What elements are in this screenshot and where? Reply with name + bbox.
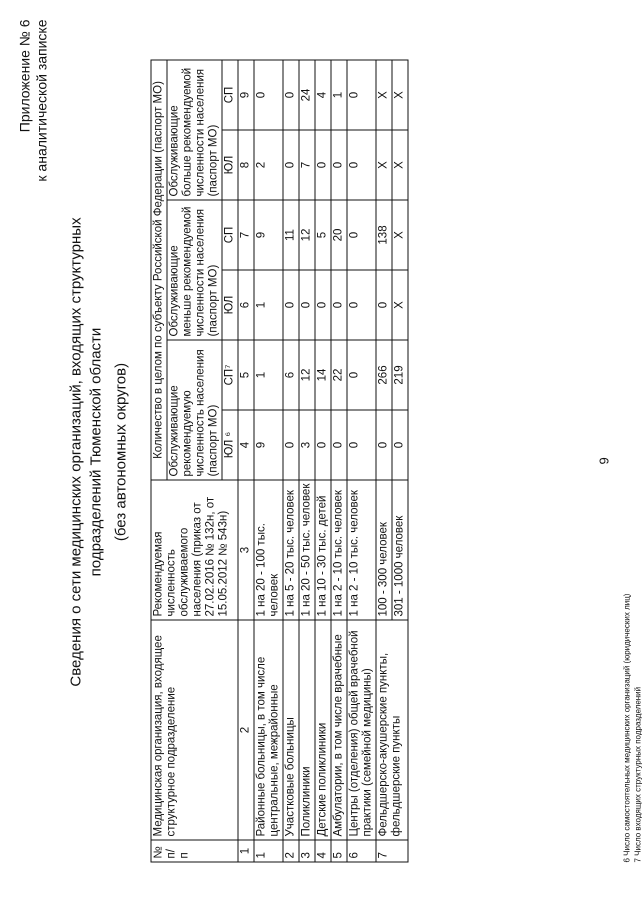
row-number: 4 (315, 840, 331, 862)
recommended-value: 1 на 5 - 20 тыс. человек (283, 480, 299, 620)
organization-name: Центры (отделения) общей врачебной практики (семейной медицины) (347, 620, 376, 840)
cell-value: 0 (283, 130, 299, 200)
header-sp-1: СП⁷ (222, 340, 238, 410)
title-line-1: Сведения о сети медицинских организаций, входящих структурных (67, 217, 85, 687)
appendix-reference: к аналитической записке (33, 19, 50, 182)
cell-value: 0 (283, 60, 299, 130)
header-row-1 (151, 60, 167, 862)
cell-value: 0 (331, 130, 347, 200)
header-yul-3: ЮЛ (222, 130, 238, 200)
cell-value: 11 (283, 200, 299, 270)
header-organization: Медицинская организация, входящее структурное подразделение (151, 620, 238, 840)
cell-value: 0 (315, 270, 331, 340)
cell-value: 5 (315, 200, 331, 270)
cell-value: 6 (283, 340, 299, 410)
title-line-2: подразделений Тюменской области (87, 327, 105, 577)
cell-value: 0 (392, 410, 408, 480)
header-sp-3: СП (222, 60, 238, 130)
recommended-value: 1 на 2 - 10 тыс. человек (347, 480, 376, 620)
cell-value: 0 (347, 200, 376, 270)
colnum: 3 (238, 480, 254, 620)
colnum: 4 (238, 410, 254, 480)
footnote-7: 7 Число входящих структурных подразделений (633, 686, 643, 863)
table-row (331, 60, 347, 862)
header-yul-1: ЮЛ ⁶ (222, 410, 238, 480)
cell-value: 22 (331, 340, 347, 410)
cell-value: X (392, 60, 408, 130)
cell-value: 12 (299, 200, 315, 270)
cell-value: 9 (254, 410, 283, 480)
header-yul-2: ЮЛ (222, 270, 238, 340)
recommended-value: 1 на 10 - 30 тыс. детей (315, 480, 331, 620)
header-num: № п/п (151, 840, 238, 862)
colnum: 7 (238, 200, 254, 270)
header-group-less: Обслуживающие меньше рекомендуемой численности населения (паспорт МО) (167, 200, 222, 340)
cell-value: 219 (392, 340, 408, 410)
cell-value: 0 (347, 60, 376, 130)
cell-value: X (376, 130, 392, 200)
row-number: 5 (331, 840, 347, 862)
cell-value: 7 (299, 130, 315, 200)
header-total: Количество в целом по субъекту Российской Федерации (паспорт МО) (151, 60, 167, 480)
document-title (67, 0, 132, 905)
cell-value: 0 (283, 270, 299, 340)
appendix-number: Приложение № 6 (16, 19, 33, 133)
cell-value: 0 (283, 410, 299, 480)
cell-value: 3 (299, 410, 315, 480)
cell-value: X (392, 200, 408, 270)
row-number: 2 (283, 840, 299, 862)
recommended-value: 1 на 20 - 100 тыс. человек (254, 480, 283, 620)
cell-value: 2 (254, 130, 283, 200)
cell-value: 12 (299, 340, 315, 410)
rotated-page (1, 0, 641, 905)
row-number: 6 (347, 840, 376, 862)
cell-value: 20 (331, 200, 347, 270)
table-row (315, 60, 331, 862)
footnote-6: 6 Число самостоятельных медицинских организаций (юридических лиц) (622, 593, 632, 863)
organization-name: Поликлиники (299, 620, 315, 840)
row-number: 7 (376, 840, 408, 862)
colnum: 5 (238, 340, 254, 410)
table-row (254, 60, 283, 862)
colnum: 9 (238, 60, 254, 130)
cell-value: 0 (254, 60, 283, 130)
colnum: 6 (238, 270, 254, 340)
page-number: 9 (596, 457, 612, 465)
organization-name: Амбулатории, в том числе врачебные (331, 620, 347, 840)
medical-network-table (151, 60, 409, 863)
cell-value: 0 (347, 130, 376, 200)
cell-value: 0 (347, 340, 376, 410)
organization-name: Фельдшерско-акушерские пункты, фельдшерские пункты (376, 620, 408, 840)
header-sp-2: СП (222, 200, 238, 270)
cell-value: 4 (315, 60, 331, 130)
appendix-label (17, 20, 51, 182)
header-group-recommended: Обслуживающие рекомендуемую численность населения (паспорт МО) (167, 340, 222, 480)
header-recommended: Рекомендуемая численность обслуживаемого населения (приказ от 27.02.2016 № 132н, от 15.05.2012 № 543н) (151, 480, 238, 620)
table-row (299, 60, 315, 862)
cell-value: 1 (254, 270, 283, 340)
cell-value: 0 (331, 410, 347, 480)
cell-value: 266 (376, 340, 392, 410)
recommended-value: 100 - 300 человек (376, 480, 392, 620)
cell-value: X (392, 270, 408, 340)
colnum: 8 (238, 130, 254, 200)
cell-value: 24 (299, 60, 315, 130)
cell-value: 0 (376, 410, 392, 480)
cell-value: 1 (331, 60, 347, 130)
recommended-value: 1 на 2 - 10 тыс. человек (331, 480, 347, 620)
cell-value: 9 (254, 200, 283, 270)
colnum: 1 (238, 840, 254, 862)
cell-value: 0 (376, 270, 392, 340)
cell-value: X (376, 60, 392, 130)
recommended-value: 301 - 1000 человек (392, 480, 408, 620)
cell-value: 0 (299, 270, 315, 340)
header-group-more: Обслуживающие больше рекомендуемой численности населения (паспорт МО) (167, 60, 222, 200)
colnum: 2 (238, 620, 254, 840)
cell-value: 14 (315, 340, 331, 410)
column-number-row (238, 60, 254, 862)
organization-name: Детские поликлиники (315, 620, 331, 840)
row-number: 3 (299, 840, 315, 862)
table-row (283, 60, 299, 862)
cell-value: 0 (347, 410, 376, 480)
cell-value: 0 (331, 270, 347, 340)
cell-value: 0 (347, 270, 376, 340)
cell-value: X (392, 130, 408, 200)
organization-name: Участковые больницы (283, 620, 299, 840)
cell-value: 1 (254, 340, 283, 410)
cell-value: 0 (315, 410, 331, 480)
title-line-3: (без автономных округов) (112, 362, 130, 542)
table-row (376, 60, 392, 862)
cell-value: 138 (376, 200, 392, 270)
recommended-value: 1 на 20 - 50 тыс. человек (299, 480, 315, 620)
row-number: 1 (254, 840, 283, 862)
organization-name: Районные больницы, в том числе центральные, межрайонные (254, 620, 283, 840)
table-row (347, 60, 376, 862)
cell-value: 0 (315, 130, 331, 200)
